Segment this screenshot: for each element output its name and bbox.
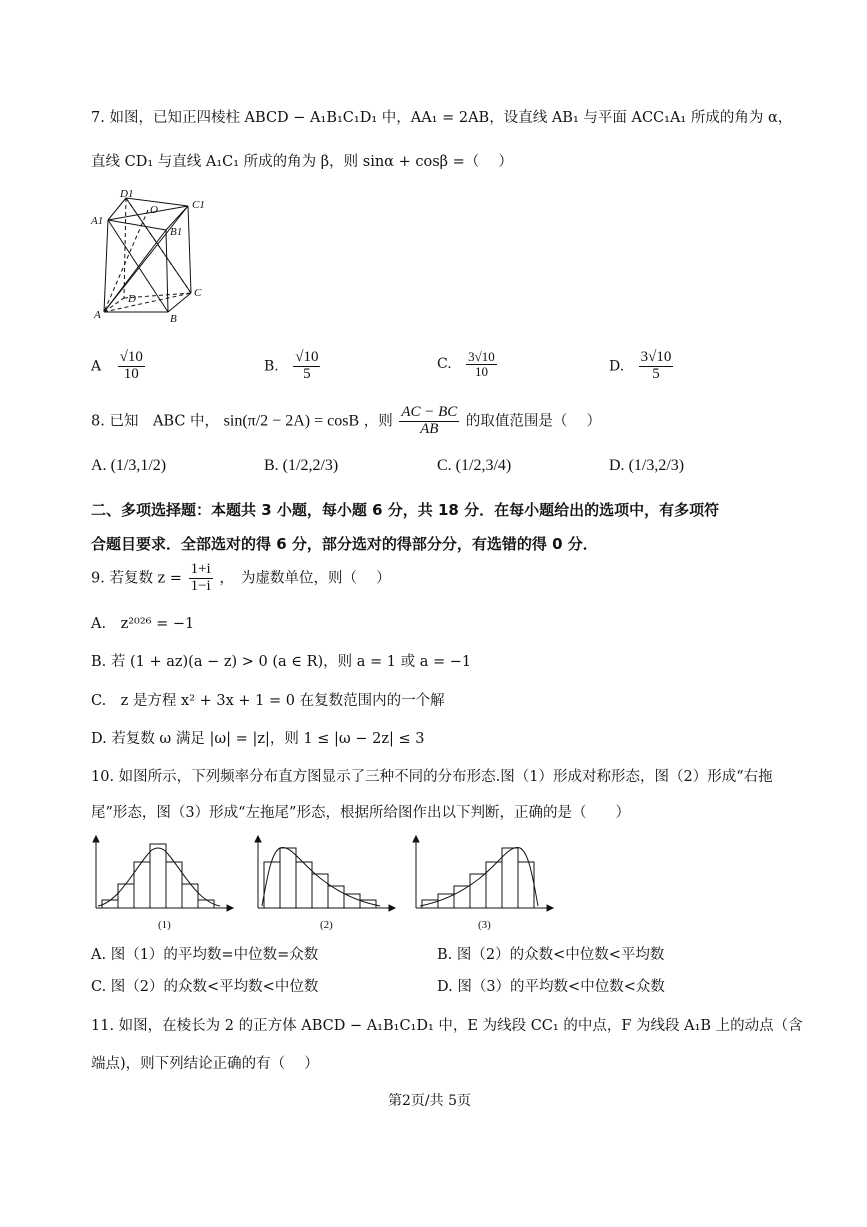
q8-frac-den: AB <box>420 420 439 437</box>
q7-option-d[interactable]: D. $\frac{3√10}{5}$ <box>609 349 672 382</box>
q10-line1: 10. 如图所示，下列频率分布直方图显示了三种不同的分布形态.图（1）形成对称形态，图（2）形成“右拖 <box>91 769 773 785</box>
fig-label-b: B <box>170 313 177 325</box>
interval-end: 2/3 <box>658 457 679 474</box>
coefficient: 3 <box>640 349 649 365</box>
section2-heading-line1: 二、多项选择题：本题共 3 小题，每小题 6 分，共 18 分．在每小题给出的选项中，有多项符 <box>91 501 720 519</box>
q7-line1: 7. 如图，已知正四棱柱 ABCD − A₁B₁C₁D₁ 中，AA₁ = 2AB，设直线 AB₁ 与平面 ACC₁A₁ 所成的角为 α， <box>91 110 793 126</box>
option-label: D. <box>609 457 625 474</box>
interval-end: 3/4 <box>485 457 506 474</box>
q8-stem <box>91 405 601 438</box>
interval-start: 1/3 <box>633 457 655 474</box>
radicand: 10 <box>303 349 319 365</box>
q8-frac-num: AC − BC <box>401 404 458 420</box>
option-label: B. <box>264 457 279 474</box>
interval-end: 2/3 <box>312 457 333 474</box>
fig-label-b1: B1 <box>170 226 183 238</box>
q11-line1: 11. 如图，在棱长为 2 的正方体 ABCD − A₁B₁C₁D₁ 中，E 为线段 CC₁ 的中点，F 为线段 A₁B 上的动点（含 <box>91 1018 803 1034</box>
radicand: 10 <box>481 349 495 364</box>
q9-frac-num: 1+i <box>190 561 211 577</box>
interval-end: 1/2 <box>140 457 161 474</box>
q10-option-c[interactable]: C. 图（2）的众数<平均数<中位数 <box>91 979 319 995</box>
denominator: 10 <box>474 363 488 379</box>
histogram-2-caption: (2) <box>320 919 333 931</box>
q9-option-a[interactable]: A. z²⁰²⁶ = −1 <box>91 616 195 632</box>
q8-prefix: 8. 已知 ABC 中， <box>91 413 220 430</box>
histogram-3-caption: (3) <box>478 919 491 931</box>
q10-option-a[interactable]: A. 图（1）的平均数=中位数=众数 <box>91 947 319 963</box>
q7-option-a[interactable]: A $\frac{√10}{10}$ <box>91 349 143 382</box>
q8-option-b[interactable]: B. (1/2,2/3) <box>264 457 339 474</box>
interval-start: 1/2 <box>461 457 482 474</box>
q9-prefix: 9. 若复数 z = <box>91 570 182 587</box>
option-label: D. <box>609 358 625 375</box>
option-label: A <box>91 358 102 375</box>
option-label: A. <box>91 457 107 474</box>
q8-suffix: 的取值范围是（ ） <box>465 413 602 430</box>
interval-start: 1/2 <box>288 457 309 474</box>
radicand: 10 <box>127 349 143 365</box>
denominator: 5 <box>652 365 660 382</box>
fig-label-o: O <box>150 204 158 216</box>
histogram-1-caption: (1) <box>158 919 171 931</box>
fig-label-c1: C1 <box>192 199 205 211</box>
q9-option-d[interactable]: D. 若复数 ω 满足 |ω| = |z|，则 1 ≤ |ω − 2z| ≤ 3 <box>91 731 425 747</box>
fig-label-d1: D1 <box>120 188 134 200</box>
q9-suffix: ， 为虚数单位，则（ ） <box>219 570 391 587</box>
q11-line2: 端点)，则下列结论正确的有（ ） <box>91 1056 319 1072</box>
fig-label-a1: A1 <box>91 215 104 227</box>
q7-option-b[interactable]: B. $\frac{√10}{5}$ <box>264 349 319 382</box>
fig-label-c: C <box>194 287 202 299</box>
coefficient: 3 <box>468 349 475 364</box>
histogram-3 <box>408 832 558 932</box>
histogram-1 <box>88 832 238 932</box>
q9-option-c[interactable]: C. z 是方程 x² + 3x + 1 = 0 在复数范围内的一个解 <box>91 693 445 709</box>
fig-label-d: D <box>128 293 136 305</box>
q10-option-d[interactable]: D. 图（3）的平均数<中位数<众数 <box>437 979 665 995</box>
denominator: 10 <box>123 365 139 382</box>
q8-mid: ，则 <box>363 413 393 430</box>
q7-prism-figure <box>86 188 216 328</box>
fig-label-a: A <box>94 309 101 321</box>
q9-frac-den: 1−i <box>190 577 211 594</box>
q7-option-c[interactable]: C. $\frac{3√10}{10}$ <box>437 349 495 379</box>
section2-heading-line2: 合题目要求．全部选对的得 6 分，部分选对的得部分分，有选错的得 0 分． <box>91 535 598 553</box>
option-label: C. <box>437 457 452 474</box>
q8-option-d[interactable]: D. (1/3,2/3) <box>609 457 685 474</box>
q9-stem <box>91 562 391 595</box>
option-label: B. <box>264 358 279 375</box>
q8-equation: sin(π/2 − 2A) = cosB <box>223 412 360 430</box>
q7-line2: 直线 CD₁ 与直线 A₁C₁ 所成的角为 β，则 sinα + cosβ =（ ） <box>91 154 513 170</box>
interval-start: 1/3 <box>115 457 137 474</box>
q9-option-b[interactable]: B. 若 (1 + az)(a − z) > 0 (a ∈ R)，则 a = 1 或 a = −1 <box>91 654 472 670</box>
histogram-2 <box>250 832 400 932</box>
radicand: 10 <box>656 349 672 365</box>
option-label: C. <box>437 356 452 373</box>
q10-option-b[interactable]: B. 图（2）的众数<中位数<平均数 <box>437 947 665 963</box>
q10-line2: 尾”形态，图（3）形成“左拖尾”形态，根据所给图作出以下判断，正确的是（ ） <box>91 805 630 821</box>
q8-option-c[interactable]: C. (1/2,3/4) <box>437 457 512 474</box>
denominator: 5 <box>303 365 311 382</box>
page-footer: 第2页/共 5页 <box>388 1093 471 1109</box>
q8-option-a[interactable]: A. (1/3,1/2) <box>91 457 167 474</box>
